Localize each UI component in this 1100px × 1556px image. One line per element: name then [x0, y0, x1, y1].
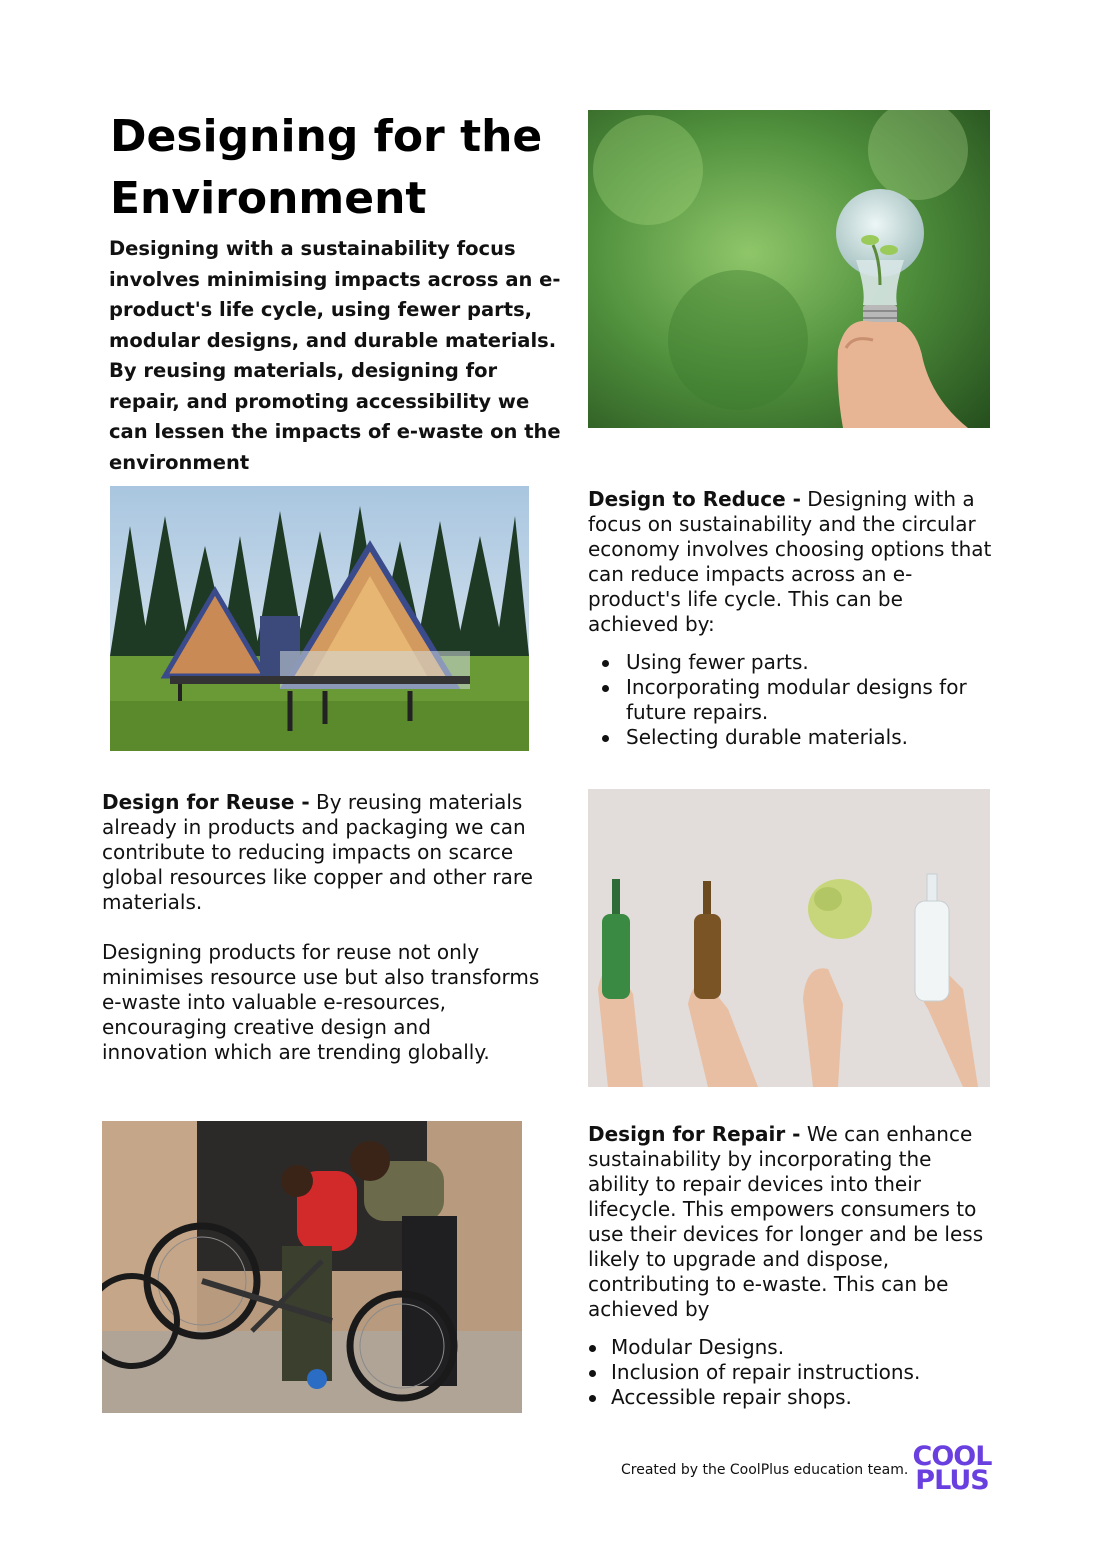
- reduce-section: [588, 487, 993, 750]
- repair-list: [588, 1335, 996, 1410]
- page-title: Designing for the Environment: [110, 111, 543, 224]
- repair-paragraph: [588, 1122, 996, 1322]
- list-item: Using fewer parts.: [588, 650, 993, 675]
- list-item: Selecting durable materials.: [588, 725, 993, 750]
- bicycle-repair-photo: [102, 1121, 522, 1413]
- list-item: Inclusion of repair instructions.: [588, 1360, 996, 1385]
- reuse-paragraph: [102, 790, 542, 915]
- reuse-text: By reusing materials already in products and packaging we can contribute to reducing impacts on scarce global resources like copper and other rare materials.: [102, 790, 533, 914]
- repair-heading: Design for Repair -: [588, 1122, 801, 1146]
- reduce-text: Designing with a focus on sustainability and the circular economy involves choosing options that can reduce impacts across an e-product's life cycle. This can be achieved by:: [588, 487, 992, 636]
- repair-section: [588, 1122, 996, 1410]
- lightbulb-photo: [588, 110, 990, 428]
- reduce-list: [588, 650, 993, 750]
- reuse-paragraph-2: Designing products for reuse not only minimises resource use but also transforms e-waste into valuable e-resources, encouraging creative design and innovation which are trending globally.: [102, 940, 540, 1064]
- a-frame-house-photo: [110, 486, 529, 751]
- footer-credit: Created by the CoolPlus education team.: [621, 1462, 909, 1478]
- repair-text: We can enhance sustainability by incorporating the ability to repair devices into their lifecycle. This empowers consumers to use their devices for longer and be less likely to upgrade and dispose, contributing to e-waste. This can be achieved by: [588, 1122, 984, 1321]
- reuse-section: [102, 790, 542, 1065]
- intro-paragraph: Designing with a sustainability focus involves minimising impacts across an e-product's life cycle, using fewer parts, modular designs, and durable materials. By reusing materials, designing for repair, and promoting accessibility we can lessen the impacts of e-waste on the environment: [109, 237, 561, 474]
- list-item: Modular Designs.: [588, 1335, 996, 1360]
- coolplus-logo: [912, 1441, 992, 1496]
- reuse-heading: Design for Reuse -: [102, 790, 310, 814]
- recycled-bottles-photo: [588, 789, 990, 1087]
- reduce-heading: Design to Reduce -: [588, 487, 801, 511]
- list-item: Incorporating modular designs for future repairs.: [588, 675, 993, 725]
- reduce-paragraph: [588, 487, 993, 637]
- list-item: Accessible repair shops.: [588, 1385, 996, 1410]
- logo-line-2: PLUS: [915, 1465, 989, 1496]
- logo-line-1: COOL: [912, 1441, 992, 1472]
